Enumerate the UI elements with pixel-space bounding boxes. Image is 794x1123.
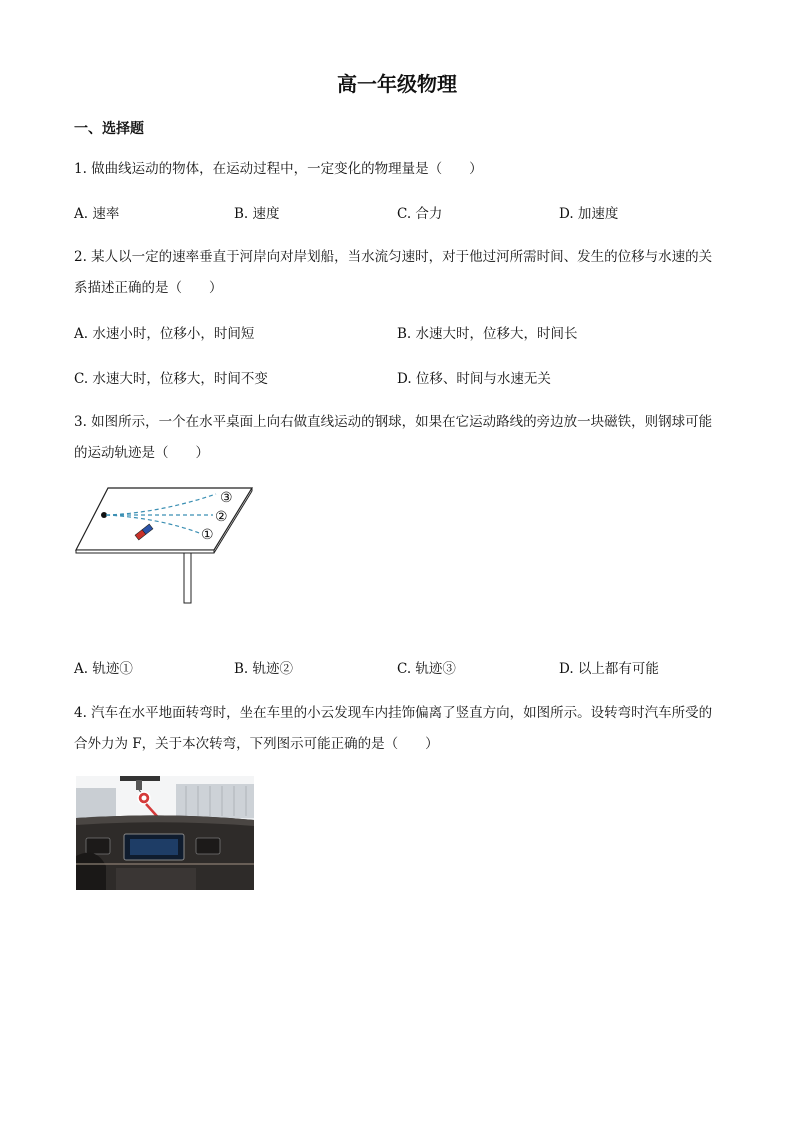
question-1-option-d: D. 加速度 (559, 206, 619, 222)
page-title: 高一年级物理 (337, 72, 457, 96)
question-3-option-c: C. 轨迹③ (397, 661, 456, 677)
question-3-option-b: B. 轨迹② (234, 661, 294, 677)
question-1-option-c: C. 合力 (397, 206, 443, 222)
question-2-option-a: A. 水速小时，位移小，时间短 (74, 326, 255, 342)
question-3-option-a: A. 轨迹① (74, 661, 133, 677)
section-heading: 一、选择题 (74, 121, 144, 137)
table-magnet-figure (70, 480, 260, 610)
question-3-stem: 3. 如图所示，一个在水平桌面上向右做直线运动的钢球，如果在它运动路线的旁边放一块磁铁，则钢球可能的运动轨迹是（ ） (74, 414, 713, 461)
question-1-stem: 1. 做曲线运动的物体，在运动过程中，一定变化的物理量是（ ） (74, 161, 483, 177)
car-interior-photo (76, 776, 254, 890)
question-1-option-a: A. 速率 (74, 206, 120, 222)
question-1-option-b: B. 速度 (234, 206, 280, 222)
question-2-option-d: D. 位移、时间与水速无关 (397, 371, 551, 387)
trajectory-2-label: ② (215, 509, 228, 525)
trajectory-3-label: ③ (220, 490, 233, 506)
question-3-option-d: D. 以上都有可能 (559, 661, 659, 677)
question-2-option-b: B. 水速大时，位移大，时间长 (397, 326, 578, 342)
question-2-option-c: C. 水速大时，位移大，时间不变 (74, 371, 268, 387)
table-edge (76, 550, 214, 553)
table-leg (184, 553, 191, 603)
question-4-stem: 4. 汽车在水平地面转弯时，坐在车里的小云发现车内挂饰偏离了竖直方向，如图所示。设转弯时汽车所受的合外力为 F，关于本次转弯，下列图示可能正确的是（ ） (74, 705, 713, 752)
trajectory-1-label: ① (201, 527, 214, 543)
question-2-stem: 2. 某人以一定的速率垂直于河岸向对岸划船，当水流匀速时，对于他过河所需时间、发生的位移与水速的关系描述正确的是（ ） (74, 249, 713, 296)
